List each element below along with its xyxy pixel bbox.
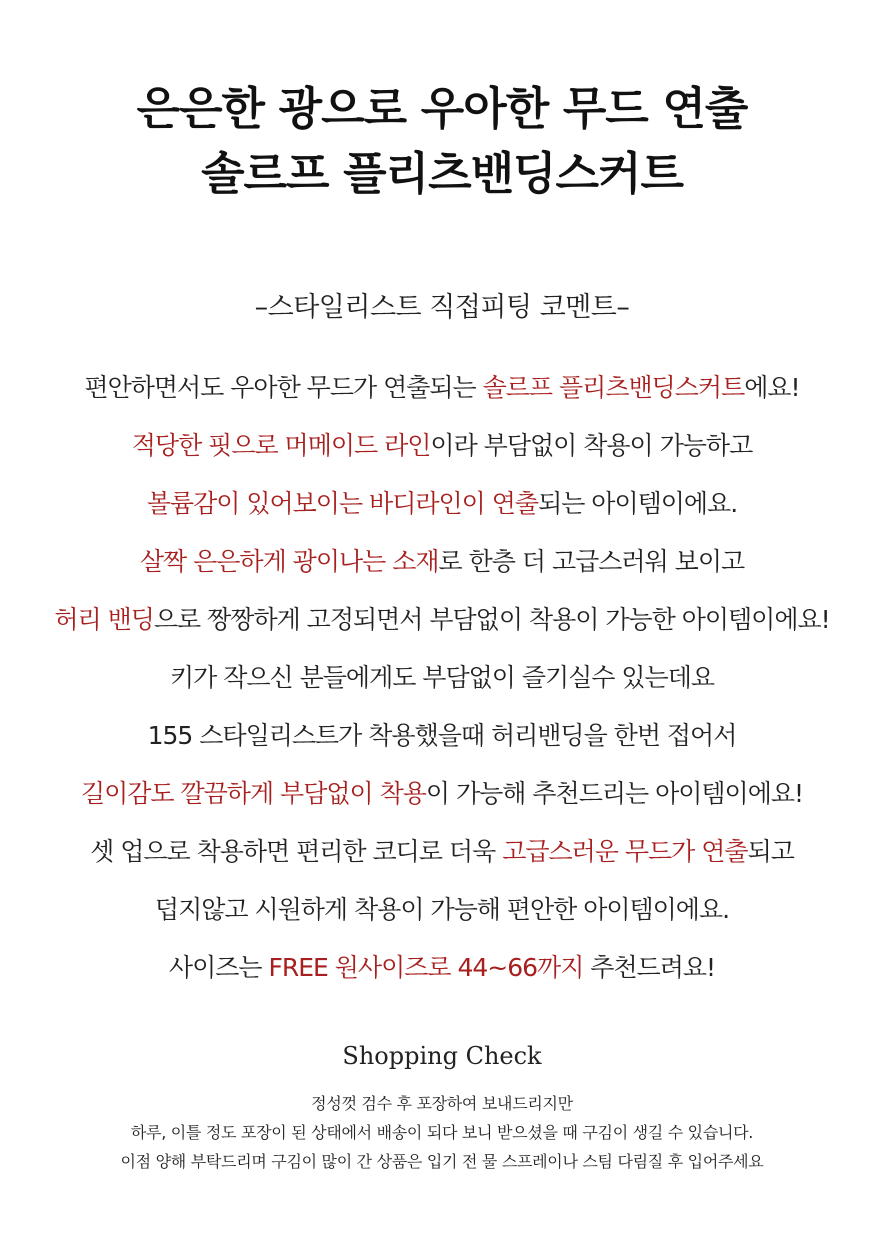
comment-text: 셋 업으로 착용하면 편리한 코디로 더욱 xyxy=(90,837,503,866)
comment-line xyxy=(0,770,884,828)
comment-line xyxy=(0,538,884,596)
comment-text: 으로 짱짱하게 고정되면서 부담없이 착용이 가능한 아이템이에요! xyxy=(153,605,830,634)
highlighted-text: 고급스러운 무드가 연출 xyxy=(502,837,748,866)
stylist-comment-subtitle: –스타일리스트 직접피팅 코멘트– xyxy=(254,292,630,323)
product-headline-line1: 은은한 광으로 우아한 무드 연출 xyxy=(136,82,748,135)
shopping-check-notes xyxy=(0,1092,884,1179)
comment-text: 사이즈는 xyxy=(168,953,269,982)
comment-line xyxy=(0,422,884,480)
comment-line xyxy=(0,654,884,712)
comment-line xyxy=(0,712,884,770)
highlighted-text: FREE 원사이즈로 44~66까지 xyxy=(268,953,584,982)
comment-line xyxy=(0,480,884,538)
highlighted-text: 길이감도 깔끔하게 부담없이 착용 xyxy=(80,779,426,808)
highlighted-text: 솔르프 플리츠밴딩스커트 xyxy=(482,373,745,402)
shopping-note: 정성껏 검수 후 포장하여 보내드리지만 xyxy=(311,1094,573,1113)
comment-line xyxy=(0,944,884,1002)
comment-text: 되는 아이템이에요. xyxy=(538,489,738,518)
shopping-check-title: Shopping Check xyxy=(342,1042,542,1070)
comment-line xyxy=(0,364,884,422)
comment-text: 편안하면서도 우아한 무드가 연출되는 xyxy=(84,373,483,402)
comment-line xyxy=(0,828,884,886)
shopping-note: 하루, 이틀 정도 포장이 된 상태에서 배송이 되다 보니 받으셨을 때 구김이 생길 수 있습니다. xyxy=(130,1123,754,1142)
comment-text: 되고 xyxy=(747,837,794,866)
comment-line xyxy=(0,886,884,944)
comment-text: 로 한층 더 고급스러워 보이고 xyxy=(438,547,745,576)
highlighted-text: 살짝 은은하게 광이나는 소재 xyxy=(139,547,439,576)
comment-line xyxy=(0,596,884,654)
highlighted-text: 볼륨감이 있어보이는 바디라인이 연출 xyxy=(146,489,539,518)
comment-text: 이라 부담없이 착용이 가능하고 xyxy=(430,431,753,460)
comment-text: 추천드려요! xyxy=(583,953,716,982)
comment-text: 에요! xyxy=(744,373,800,402)
highlighted-text: 적당한 핏으로 머메이드 라인 xyxy=(131,431,431,460)
comment-text: 키가 작으신 분들에게도 부담없이 즐기실수 있는데요 xyxy=(169,663,715,692)
comment-text: 이 가능해 추천드리는 아이템이에요! xyxy=(425,779,804,808)
stylist-comment-body xyxy=(0,364,884,1002)
comment-text: 155 스타일리스트가 착용했을때 허리밴딩을 한번 접어서 xyxy=(147,721,737,750)
highlighted-text: 허리 밴딩 xyxy=(54,605,154,634)
product-headline-line2: 솔르프 플리츠밴딩스커트 xyxy=(201,147,683,200)
comment-text: 덥지않고 시원하게 착용이 가능해 편안한 아이템이에요. xyxy=(154,895,730,924)
shopping-note: 이점 양해 부탁드리며 구김이 많이 간 상품은 입기 전 물 스프레이나 스팀 다림질 후 입어주세요 xyxy=(120,1152,764,1171)
